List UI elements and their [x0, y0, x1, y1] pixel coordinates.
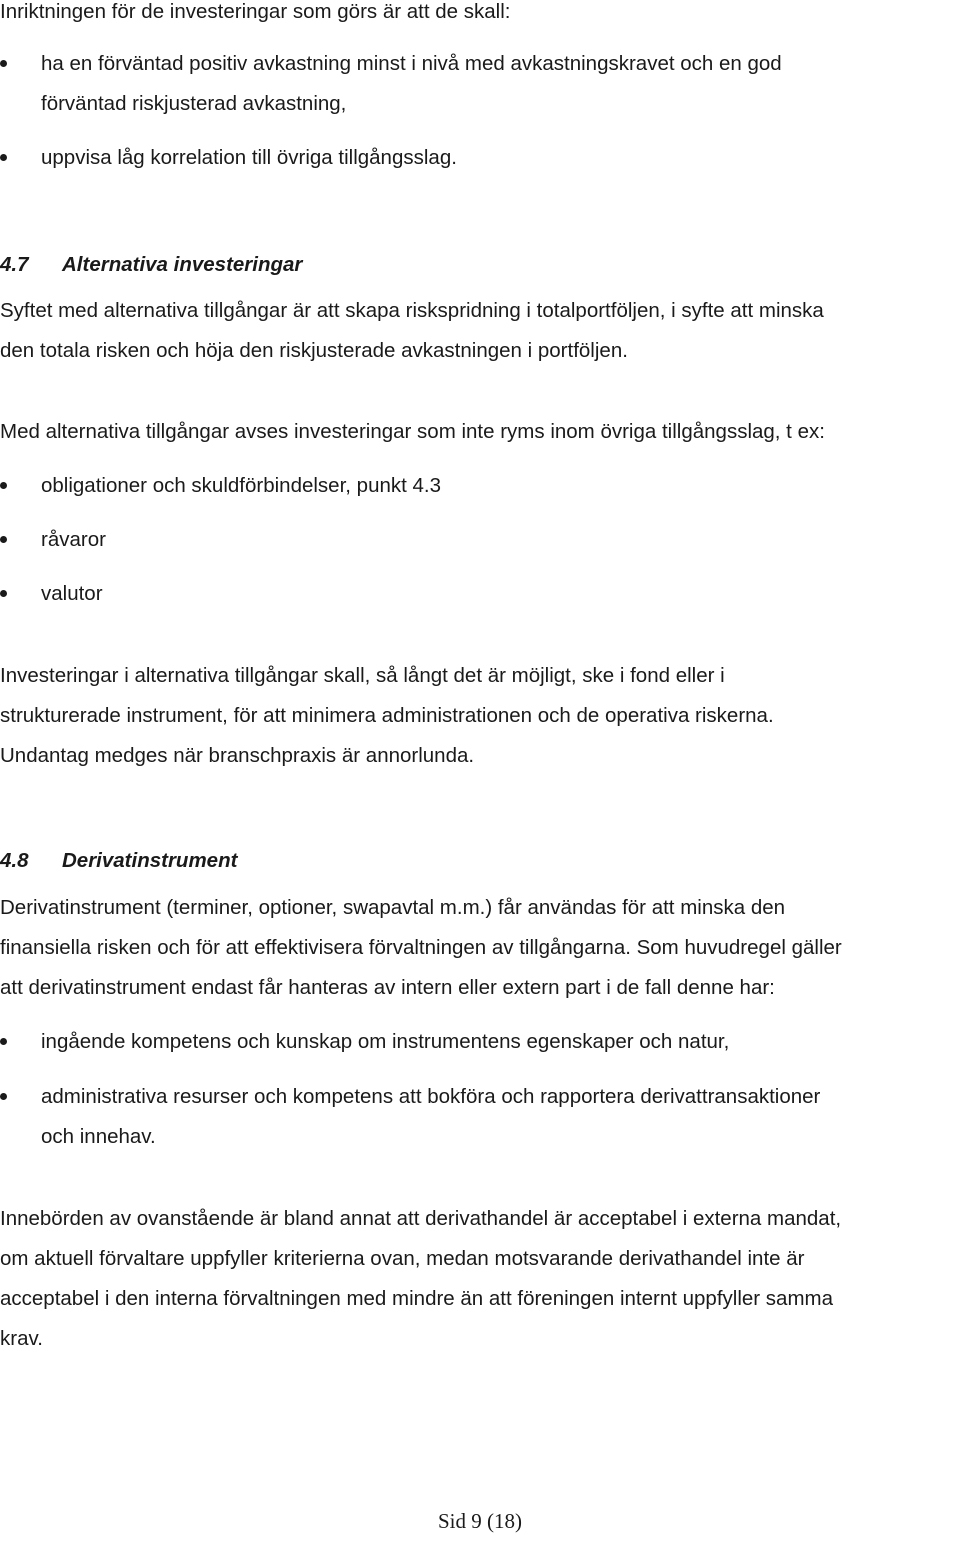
section-title: Alternativa investeringar	[62, 253, 303, 276]
list-item-continuation: och innehav.	[41, 1125, 156, 1148]
paragraph-line: strukturerade instrument, för att minimera administrationen och de operativa riskerna.	[0, 704, 774, 727]
paragraph-line: krav.	[0, 1327, 43, 1350]
bullet-dot	[0, 590, 7, 597]
list-item: obligationer och skuldförbindelser, punkt 4.3	[41, 474, 442, 497]
paragraph-line: den totala risken och höja den riskjusterade avkastningen i portföljen.	[0, 339, 628, 362]
bullet-dot	[0, 1093, 7, 1100]
paragraph-line: Med alternativa tillgångar avses investeringar som inte ryms inom övriga tillgångsslag, t ex:	[0, 420, 825, 443]
paragraph-line: Derivatinstrument (terminer, optioner, swapavtal m.m.) får användas för att minska den	[0, 896, 786, 919]
bullet-dot	[0, 60, 7, 67]
bullet-dot	[0, 482, 7, 489]
page-number: Sid 9 (18)	[438, 1509, 522, 1533]
list-item: råvaror	[41, 528, 106, 551]
intro-bullet-2: uppvisa låg korrelation till övriga tillgångsslag.	[41, 146, 457, 169]
section-number: 4.8	[0, 849, 29, 872]
list-item: valutor	[41, 582, 103, 605]
paragraph-line: Innebörden av ovanstående är bland annat att derivathandel är acceptabel i externa mandat,	[0, 1207, 842, 1230]
paragraph-line: Investeringar i alternativa tillgångar skall, så långt det är möjligt, ske i fond eller i	[0, 664, 725, 687]
list-item: ingående kompetens och kunskap om instrumentens egenskaper och natur,	[41, 1030, 730, 1053]
list-item: administrativa resurser och kompetens att bokföra och rapportera derivattransaktioner	[41, 1085, 821, 1108]
intro-text: Inriktningen för de investeringar som görs är att de skall:	[0, 0, 511, 23]
section-heading-4-7	[0, 253, 302, 277]
bullet-dot	[0, 1038, 7, 1045]
paragraph-line: att derivatinstrument endast får hanteras av intern eller extern part i de fall denne har:	[0, 976, 775, 999]
section-title: Derivatinstrument	[62, 849, 238, 872]
intro-bullet-1-line-1: ha en förväntad positiv avkastning minst i nivå med avkastningskravet och en god	[41, 52, 782, 75]
bullet-dot	[0, 154, 7, 161]
bullet-dot	[0, 536, 7, 543]
paragraph-line: acceptabel i den interna förvaltningen med mindre än att föreningen internt uppfyller samma	[0, 1287, 834, 1310]
section-number: 4.7	[0, 253, 29, 276]
paragraph-line: Syftet med alternativa tillgångar är att skapa riskspridning i totalportföljen, i syfte att minska	[0, 299, 824, 322]
section-heading-4-8	[0, 849, 237, 873]
intro-bullet-1-line-2: förväntad riskjusterad avkastning,	[41, 92, 347, 115]
paragraph-line: finansiella risken och för att effektivisera förvaltningen av tillgångarna. Som huvudregel gäller	[0, 936, 842, 959]
paragraph-line: Undantag medges när branschpraxis är annorlunda.	[0, 744, 475, 767]
paragraph-line: om aktuell förvaltare uppfyller kriterierna ovan, medan motsvarande derivathandel inte är	[0, 1247, 805, 1270]
